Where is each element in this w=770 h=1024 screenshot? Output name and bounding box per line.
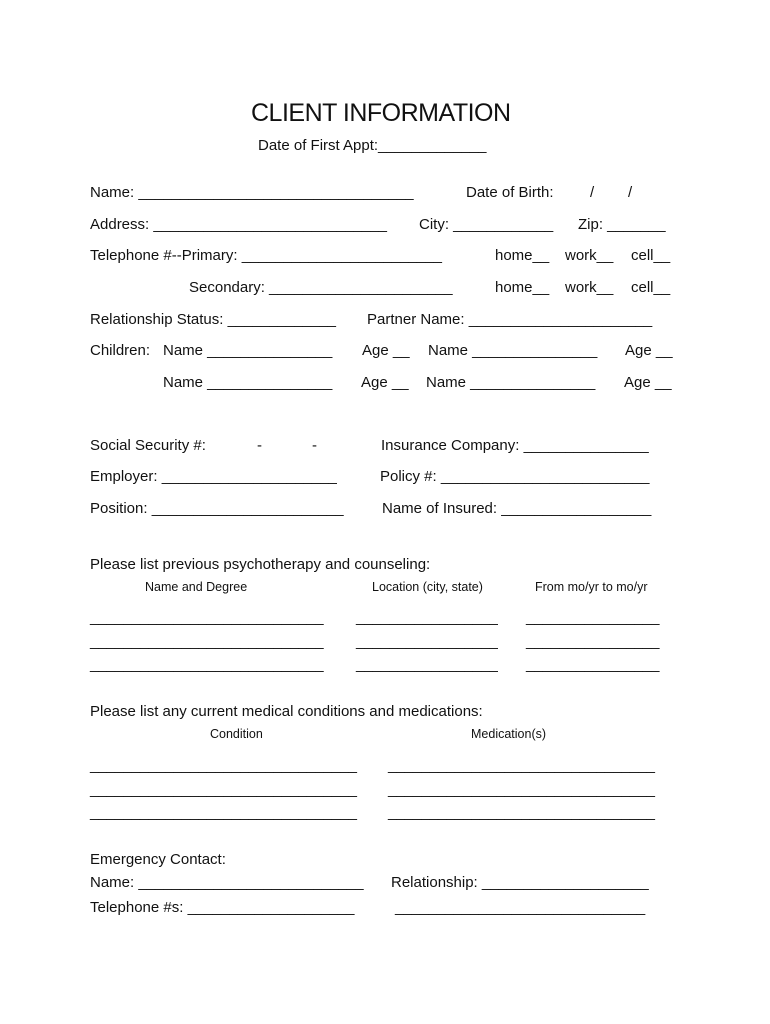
child-age-field[interactable]: Age __ [362,342,410,359]
insurance-company-field[interactable]: Insurance Company: _______________ [381,437,649,454]
primary-home-option[interactable]: home__ [495,247,550,264]
relationship-status-field[interactable]: Relationship Status: _____________ [90,311,337,328]
social-security-field[interactable]: Social Security #: [90,437,206,454]
emergency-name-field[interactable]: Name: ___________________________ [90,874,364,891]
position-field[interactable]: Position: _______________________ [90,500,344,517]
secondary-home-option[interactable]: home__ [495,279,550,296]
column-header-location: Location (city, state) [372,580,483,594]
column-header-dates: From mo/yr to mo/yr [535,580,648,594]
therapy-heading: Please list previous psychotherapy and counseling: [90,556,431,573]
emergency-telephone-second-line[interactable]: ______________________________ [395,899,646,916]
primary-work-option[interactable]: work__ [565,247,614,264]
policy-number-field[interactable]: Policy #: _________________________ [380,468,650,485]
therapy-dates-line[interactable]: ________________ [526,633,660,650]
therapy-name-line[interactable]: ____________________________ [90,609,324,626]
child-name-field[interactable]: Name _______________ [428,342,598,359]
therapy-name-line[interactable]: ____________________________ [90,633,324,650]
therapy-name-line[interactable]: ____________________________ [90,656,324,673]
medication-line[interactable]: ________________________________ [388,804,655,821]
city-field[interactable]: City: ____________ [419,216,554,233]
ssn-dash: - [257,437,262,454]
form-title: CLIENT INFORMATION [251,99,511,127]
employer-field[interactable]: Employer: _____________________ [90,468,337,485]
child-age-field[interactable]: Age __ [624,374,672,391]
column-header-condition: Condition [210,727,263,741]
medical-heading: Please list any current medical conditions and medications: [90,703,483,720]
therapy-dates-line[interactable]: ________________ [526,656,660,673]
secondary-work-option[interactable]: work__ [565,279,614,296]
child-name-field[interactable]: Name _______________ [163,342,333,359]
therapy-location-line[interactable]: _________________ [356,609,498,626]
date-of-birth-label: Date of Birth: [466,184,554,201]
children-label: Children: [90,342,151,359]
emergency-relationship-field[interactable]: Relationship: ____________________ [391,874,649,891]
column-header-name-degree: Name and Degree [145,580,248,594]
child-name-field[interactable]: Name _______________ [163,374,333,391]
therapy-location-line[interactable]: _________________ [356,656,498,673]
medication-line[interactable]: ________________________________ [388,781,655,798]
condition-line[interactable]: ________________________________ [90,804,357,821]
address-field[interactable]: Address: ____________________________ [90,216,387,233]
dob-separator: / [590,184,595,201]
emergency-telephone-field[interactable]: Telephone #s: ____________________ [90,899,355,916]
therapy-dates-line[interactable]: ________________ [526,609,660,626]
name-of-insured-field[interactable]: Name of Insured: __________________ [382,500,652,517]
ssn-dash: - [312,437,317,454]
column-header-medications: Medication(s) [471,727,547,741]
name-field[interactable]: Name: _________________________________ [90,184,414,201]
dob-separator: / [628,184,633,201]
telephone-secondary-field[interactable]: Secondary: ______________________ [189,279,453,296]
condition-line[interactable]: ________________________________ [90,781,357,798]
telephone-primary-field[interactable]: Telephone #--Primary: ________________________ [90,247,442,264]
child-age-field[interactable]: Age __ [625,342,673,359]
medication-line[interactable]: ________________________________ [388,757,655,774]
child-age-field[interactable]: Age __ [361,374,409,391]
secondary-cell-option[interactable]: cell__ [631,279,671,296]
condition-line[interactable]: ________________________________ [90,757,357,774]
emergency-contact-heading: Emergency Contact: [90,851,226,868]
zip-field[interactable]: Zip: _______ [578,216,666,233]
child-name-field[interactable]: Name _______________ [426,374,596,391]
partner-name-field[interactable]: Partner Name: ______________________ [367,311,653,328]
date-of-first-appt-field[interactable]: Date of First Appt:_____________ [258,137,487,154]
therapy-location-line[interactable]: _________________ [356,633,498,650]
primary-cell-option[interactable]: cell__ [631,247,671,264]
